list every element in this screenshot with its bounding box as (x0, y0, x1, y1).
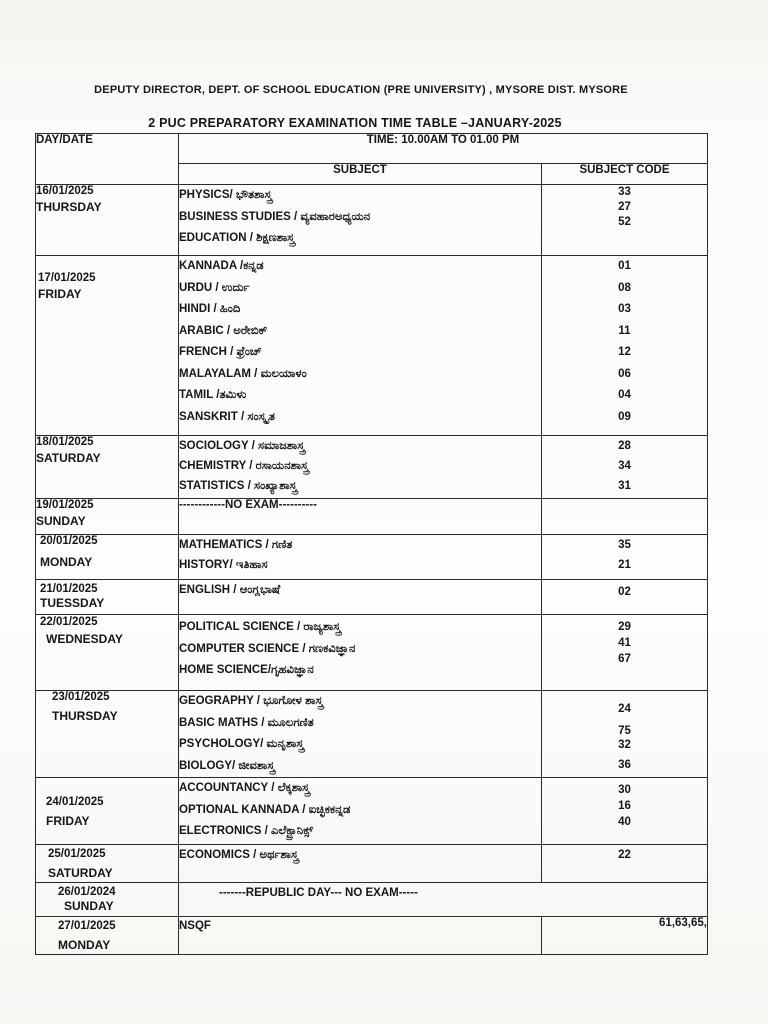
table-row (36, 499, 708, 535)
subject-name: HINDI / ಹಿಂದಿ (179, 303, 241, 315)
subject-cell (179, 436, 542, 499)
office-header: DEPUTY DIRECTOR, DEPT. OF SCHOOL EDUCATION (PRE UNIVERSITY) , MYSORE DIST. MYSORE (94, 84, 628, 96)
subject-name: OPTIONAL KANNADA / ಐಚ್ಛಿಕಕನ್ನಡ (179, 803, 351, 816)
exam-date: 27/01/2025 (58, 920, 116, 932)
subject-code: 34 (618, 460, 631, 472)
timetable-title: 2 PUC PREPARATORY EXAMINATION TIME TABLE –JANUARY-2025 (148, 116, 562, 130)
subject-code: 02 (618, 586, 631, 598)
day-cell (36, 580, 179, 615)
exam-date: 23/01/2025 (52, 691, 110, 703)
code-cell (541, 845, 707, 883)
subject-name: SANSKRIT / ಸಂಸ್ಕೃತ (179, 410, 276, 423)
subject-code: 06 (618, 367, 631, 380)
exam-weekday: SUNDAY (36, 514, 86, 528)
table-row (36, 883, 708, 917)
exam-date: 18/01/2025 (36, 436, 94, 448)
subject-code: 32 (618, 739, 631, 751)
day-cell (36, 436, 179, 499)
table-row (36, 615, 708, 691)
code-cell (541, 535, 707, 580)
day-cell (36, 691, 179, 778)
day-cell (36, 917, 179, 955)
subject-name: BASIC MATHS / ಮೂಲಗಣಿತ (179, 716, 314, 729)
subject-code: 04 (618, 389, 631, 401)
exam-date: 24/01/2025 (46, 796, 104, 808)
subject-cell (179, 535, 542, 580)
subject-name: BIOLOGY/ ಜೀವಶಾಸ್ತ್ರ (179, 759, 275, 772)
code-cell (541, 580, 707, 615)
exam-weekday: SUNDAY (64, 899, 114, 913)
subject-code: 29 (618, 621, 631, 633)
subject-code: 12 (618, 346, 631, 358)
table-row (36, 691, 708, 778)
table-row (36, 845, 708, 883)
subject-code: 11 (618, 324, 631, 337)
subject-name: TAMIL /ತಮಿಳು (179, 389, 247, 401)
exam-weekday: WEDNESDAY (46, 632, 123, 646)
subject-code: 03 (618, 303, 631, 315)
subject-name: ECONOMICS / ಅರ್ಥಶಾಸ್ತ್ರ (179, 849, 299, 861)
subject-code: 40 (618, 816, 631, 828)
subject-code: 08 (618, 281, 631, 294)
subject-name: HOME SCIENCE/ಗೃಹವಿಜ್ಞಾನ (179, 664, 314, 676)
exam-weekday: SATURDAY (36, 451, 101, 465)
code-cell (541, 917, 707, 955)
exam-weekday: MONDAY (40, 555, 93, 569)
code-cell (541, 615, 707, 691)
subject-name: URDU / ಉರ್ದು (179, 281, 250, 294)
subject-cell (179, 615, 542, 691)
subject-column-header: SUBJECT (179, 164, 542, 185)
subject-code: 36 (618, 759, 631, 771)
code-cell (541, 778, 707, 845)
timetable (35, 133, 708, 955)
day-cell (36, 778, 179, 845)
subject-cell (179, 580, 542, 615)
subject-name: FRENCH / ಫ್ರೆಂಚ್ (179, 346, 262, 358)
subject-code: 35 (618, 539, 631, 551)
day-cell (36, 845, 179, 883)
subject-name: ACCOUNTANCY / ಲೆಕ್ಕಶಾಸ್ತ್ರ (179, 782, 310, 794)
exam-date: 19/01/2025 (36, 499, 94, 511)
subject-code: 30 (618, 784, 631, 796)
table-row (36, 256, 708, 436)
subject-name: ENGLISH / ಆಂಗ್ಲಭಾಷೆ (179, 584, 281, 596)
subject-code: 75 (618, 725, 631, 737)
subject-cell (179, 845, 542, 883)
exam-date: 16/01/2025 (36, 185, 94, 197)
time-header-row (36, 134, 708, 164)
day-cell (36, 499, 179, 535)
exam-time: TIME: 10.00AM TO 01.00 PM (179, 134, 708, 164)
subject-code-column-header: SUBJECT CODE (541, 164, 707, 185)
subject-name: NSQF (179, 920, 211, 932)
exam-date: 17/01/2025 (38, 272, 96, 284)
day-cell (36, 883, 179, 917)
subject-name: BUSINESS STUDIES / ವ್ಯವಹಾರಅಧ್ಯಯನ (179, 210, 371, 223)
subject-name: COMPUTER SCIENCE / ಗಣಕವಿಜ್ಞಾನ (179, 642, 356, 655)
exam-date: 26/01/2024 (58, 886, 116, 898)
code-cell (541, 691, 707, 778)
table-row (36, 580, 708, 615)
no-exam-note: ------------NO EXAM---------- (179, 499, 542, 535)
code-cell (541, 256, 707, 436)
table-row (36, 535, 708, 580)
exam-weekday: THURSDAY (36, 200, 102, 214)
exam-weekday: THURSDAY (52, 709, 118, 723)
day-cell (36, 535, 179, 580)
code-cell (541, 499, 707, 535)
exam-date: 25/01/2025 (48, 848, 106, 860)
subject-name: PSYCHOLOGY/ ಮನೃಶಾಸ್ತ್ರ (179, 738, 304, 750)
subject-code: 52 (618, 216, 631, 228)
subject-code: 33 (618, 186, 631, 198)
subject-name: ARABIC / ಅರೇಬಿಕ್ (179, 324, 268, 337)
subject-cell (179, 256, 542, 436)
subject-name: PHYSICS/ ಭೌತಶಾಸ್ತ್ರ (179, 189, 272, 201)
code-cell (541, 185, 707, 256)
exam-date: 20/01/2025 (40, 535, 98, 547)
subject-cell (179, 691, 542, 778)
subject-code: 27 (618, 201, 631, 213)
table-row (36, 185, 708, 256)
subject-code: 21 (618, 559, 631, 571)
exam-weekday: MONDAY (58, 938, 111, 952)
subject-name: EDUCATION / ಶಿಕ್ಷಣಶಾಸ್ತ್ರ (179, 232, 295, 244)
subject-code: 31 (618, 480, 631, 492)
code-cell (541, 436, 707, 499)
exam-date: 21/01/2025 (40, 583, 98, 595)
day-date-header: DAY/DATE (36, 134, 179, 185)
subject-code: 41 (618, 637, 631, 649)
exam-weekday: TUESSDAY (40, 596, 105, 610)
republic-day-note: -------REPUBLIC DAY--- NO EXAM----- (179, 883, 708, 917)
subject-code: 67 (618, 653, 631, 665)
day-cell (36, 185, 179, 256)
subject-name: STATISTICS / ಸಂಖ್ಯಾಶಾಸ್ತ್ರ (179, 480, 297, 492)
table-row (36, 917, 708, 955)
subject-cell (179, 778, 542, 845)
subject-code: 24 (618, 703, 631, 715)
day-cell (36, 256, 179, 436)
subject-code: 22 (618, 849, 631, 861)
subject-code: 61,63,65, (659, 917, 707, 929)
exam-date: 22/01/2025 (40, 616, 98, 628)
exam-weekday: FRIDAY (46, 814, 90, 828)
subject-code: 01 (618, 260, 631, 272)
subject-name: MALAYALAM / ಮಲಯಾಳಂ (179, 367, 307, 380)
subject-name: SOCIOLOGY / ಸಮಾಜಶಾಸ್ತ್ರ (179, 440, 305, 452)
day-cell (36, 615, 179, 691)
subject-name: KANNADA /ಕನ್ನಡ (179, 260, 264, 272)
exam-weekday: FRIDAY (38, 287, 82, 301)
subject-name: CHEMISTRY / ರಸಾಯನಶಾಸ್ತ್ರ (179, 460, 309, 472)
table-row (36, 778, 708, 845)
table-row (36, 436, 708, 499)
subject-code: 09 (618, 410, 631, 423)
subject-name: GEOGRAPHY / ಭೂಗೋಳ ಶಾಸ್ತ್ರ (179, 695, 323, 707)
subject-code: 16 (618, 800, 631, 812)
subject-cell (179, 185, 542, 256)
subject-name: HISTORY/ ಇತಿಹಾಸ (179, 559, 268, 571)
subject-code: 28 (618, 440, 631, 452)
exam-weekday: SATURDAY (48, 866, 113, 880)
subject-name: MATHEMATICS / ಗಣಿತ (179, 539, 293, 551)
subject-cell (179, 917, 542, 955)
subject-name: POLITICAL SCIENCE / ರಾಜ್ಯಶಾಸ್ತ್ರ (179, 621, 341, 633)
subject-name: ELECTRONICS / ಎಲೆಕ್ಟ್ರಾನಿಕ್ಸ್ (179, 825, 314, 837)
